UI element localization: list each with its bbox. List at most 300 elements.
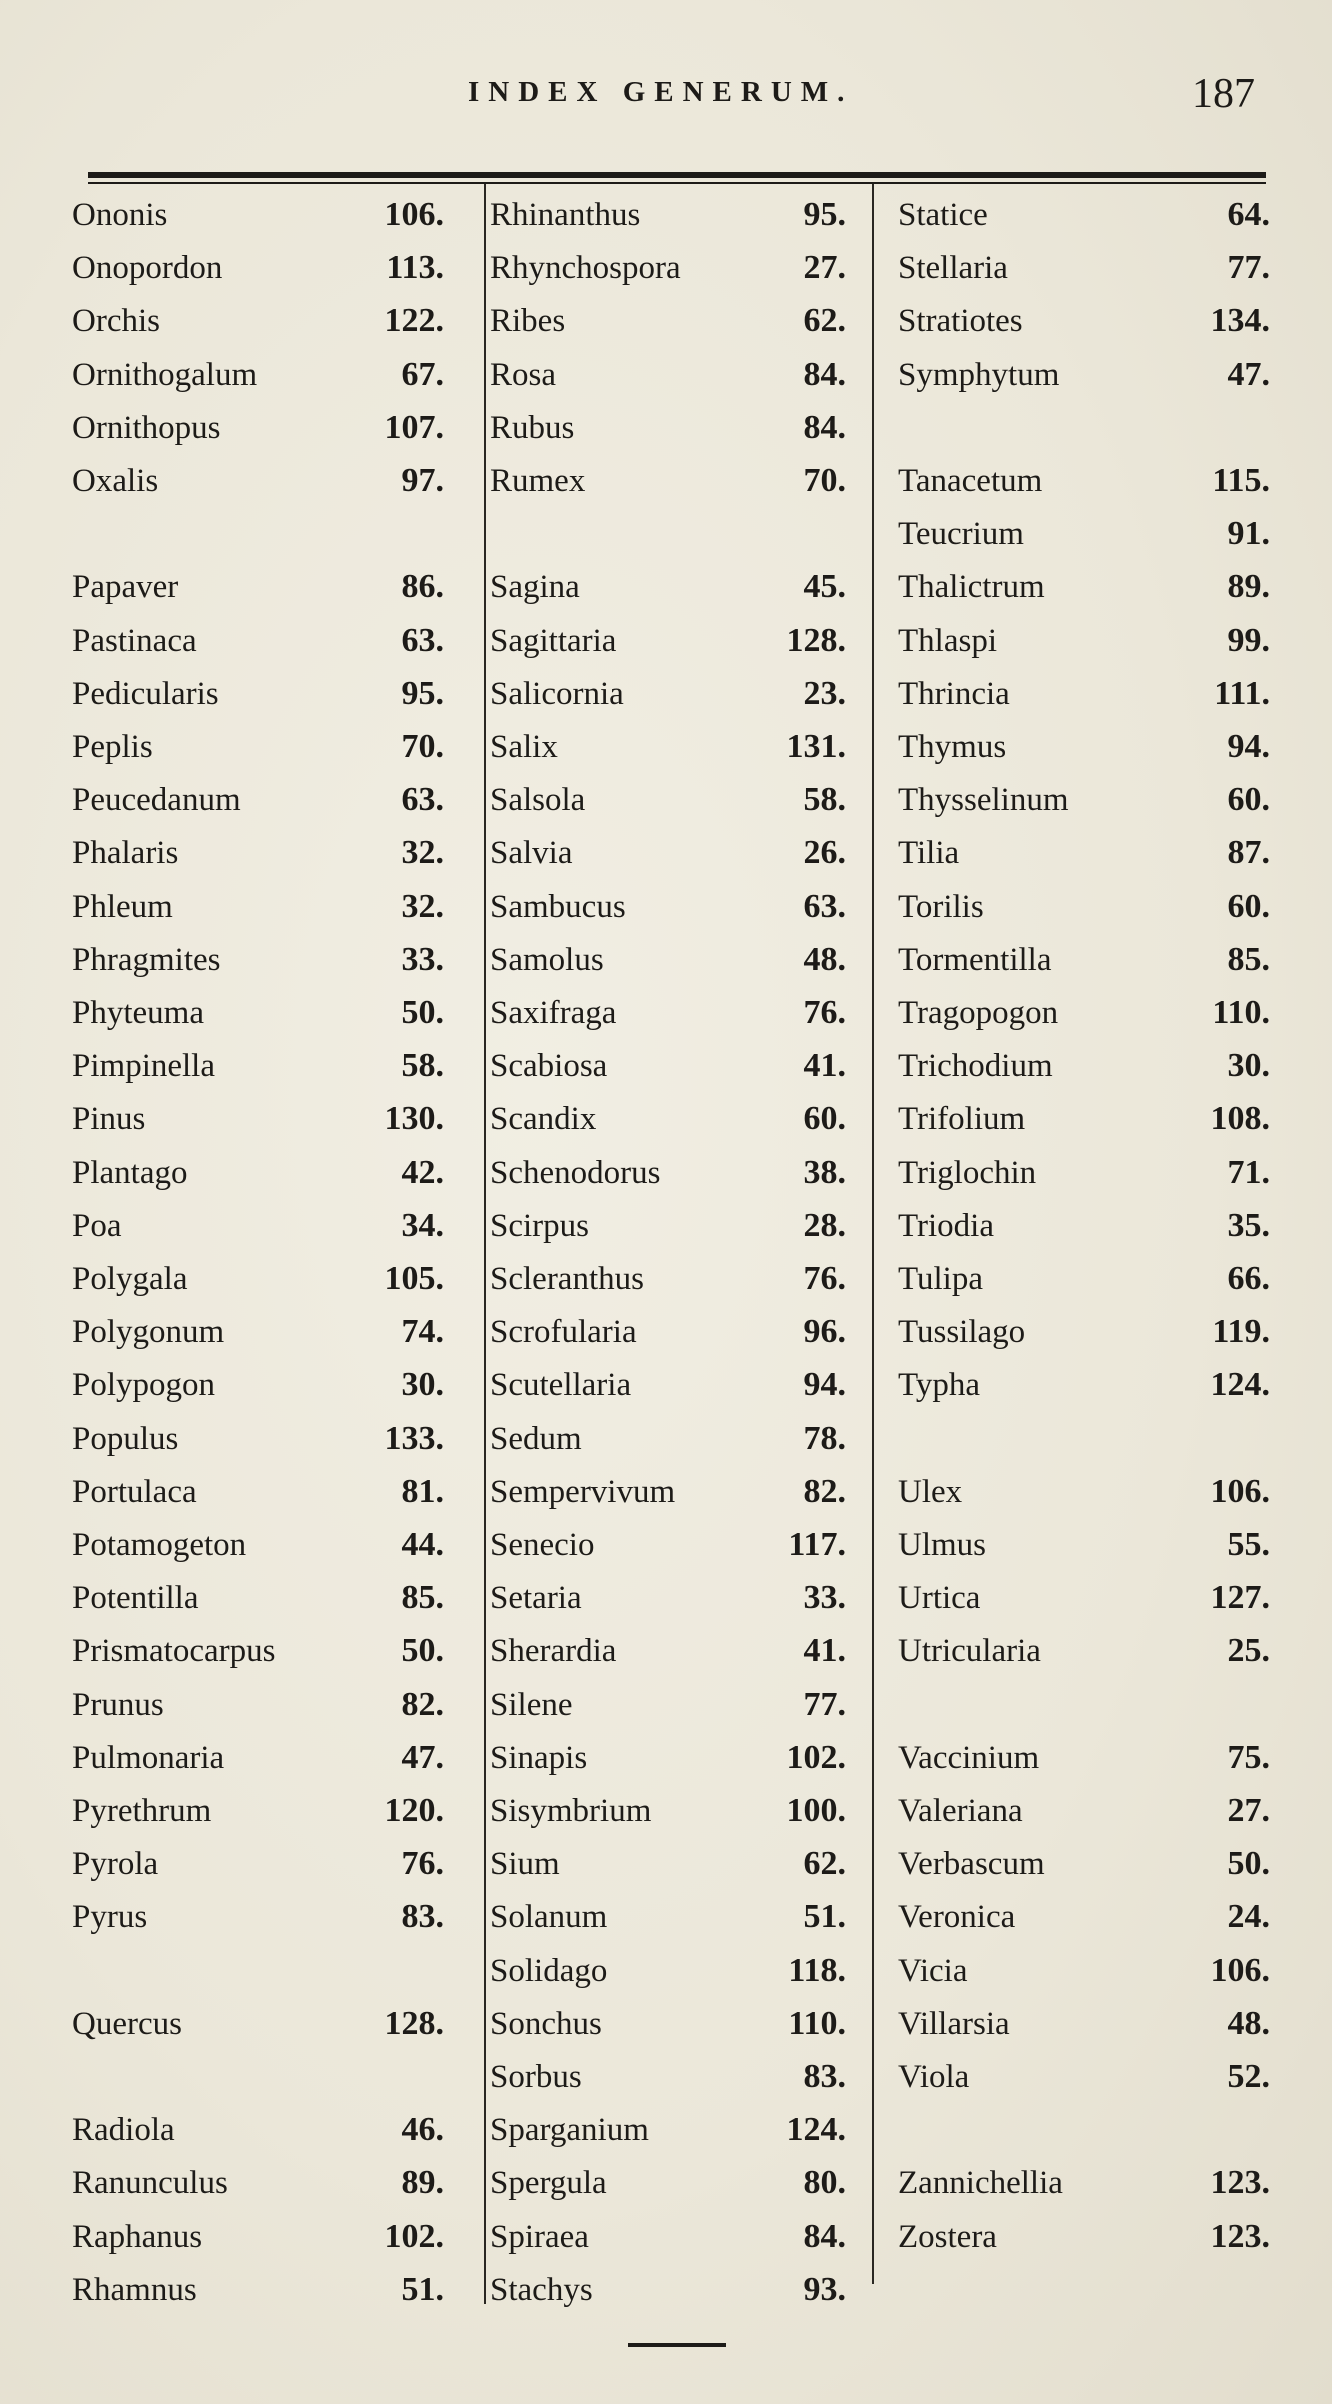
genus-name: Sagina xyxy=(490,569,580,606)
index-entry xyxy=(72,243,444,293)
index-entry xyxy=(898,1094,1270,1144)
genus-name: Phleum xyxy=(72,888,173,925)
page-reference: 124. xyxy=(1210,1366,1270,1404)
genus-name: Torilis xyxy=(898,888,984,925)
genus-name: Viola xyxy=(898,2059,970,2095)
index-entry xyxy=(898,1041,1270,1091)
index-entry xyxy=(898,509,1270,559)
page-reference: 35. xyxy=(1227,1206,1270,1244)
page-reference: 23. xyxy=(803,674,846,712)
index-entry xyxy=(490,1148,846,1198)
genus-name: Ornithopus xyxy=(72,409,221,446)
page-reference: 123. xyxy=(1210,2164,1270,2202)
index-entry xyxy=(72,1094,444,1144)
index-entry xyxy=(490,190,846,240)
page-reference: 80. xyxy=(803,2164,846,2202)
index-entry xyxy=(72,1414,444,1464)
index-entry xyxy=(72,1467,444,1517)
page-reference: 48. xyxy=(803,940,846,978)
index-entry xyxy=(72,775,444,825)
index-entry xyxy=(490,722,846,772)
page-reference: 81. xyxy=(401,1472,444,1510)
page-reference: 82. xyxy=(401,1685,444,1723)
index-entry xyxy=(72,1201,444,1251)
index-entry xyxy=(72,1786,444,1836)
page-reference: 75. xyxy=(1227,1738,1270,1776)
header-rule xyxy=(88,172,1266,178)
page-reference: 108. xyxy=(1210,1100,1270,1138)
index-entry xyxy=(490,616,846,666)
genus-name: Portulaca xyxy=(72,1473,197,1510)
index-entry xyxy=(898,616,1270,666)
genus-name: Sorbus xyxy=(490,2059,582,2095)
page-reference: 71. xyxy=(1227,1153,1270,1191)
genus-name: Ulmus xyxy=(898,1527,987,1563)
genus-name: Salvia xyxy=(490,835,573,872)
genus-name: Pedicularis xyxy=(72,675,219,712)
page-reference: 123. xyxy=(1210,2217,1270,2255)
column-divider xyxy=(484,184,486,2304)
genus-name: Tanacetum xyxy=(898,463,1043,499)
index-entry xyxy=(898,1839,1270,1889)
page-reference: 84. xyxy=(803,408,846,446)
index-entry xyxy=(72,1254,444,1304)
page-reference: 106. xyxy=(1210,1472,1270,1510)
index-entry xyxy=(72,1999,444,2049)
genus-name: Vicia xyxy=(898,1952,968,1989)
page-reference: 128. xyxy=(384,2004,444,2042)
genus-name: Urtica xyxy=(898,1580,981,1617)
genus-name: Spergula xyxy=(490,2165,607,2202)
index-entry xyxy=(898,1786,1270,1836)
page-reference: 124. xyxy=(786,2111,846,2149)
page-reference: 83. xyxy=(803,2058,846,2095)
genus-name: Pyrethrum xyxy=(72,1793,212,1829)
index-entry xyxy=(72,935,444,985)
genus-name: Trifolium xyxy=(898,1101,1026,1138)
page-reference: 120. xyxy=(384,1792,444,1829)
page-reference: 102. xyxy=(384,2217,444,2255)
index-entry xyxy=(898,1946,1270,1996)
genus-name: Pimpinella xyxy=(72,1048,215,1085)
index-entry xyxy=(72,1360,444,1410)
page-reference: 106. xyxy=(1210,1951,1270,1989)
index-entry xyxy=(72,616,444,666)
index-entry xyxy=(898,935,1270,985)
index-entry xyxy=(490,935,846,985)
index-entry xyxy=(490,1573,846,1623)
genus-name: Pinus xyxy=(72,1101,146,1138)
index-entry xyxy=(490,1839,846,1889)
header-rule-thin xyxy=(88,182,1266,184)
genus-name: Thymus xyxy=(898,729,1007,765)
page-reference: 130. xyxy=(384,1100,444,1138)
genus-name: Rumex xyxy=(490,463,586,499)
index-entry xyxy=(72,669,444,719)
genus-name: Ranunculus xyxy=(72,2165,228,2202)
column-divider xyxy=(872,184,874,2284)
genus-name: Stachys xyxy=(490,2271,593,2308)
page-reference: 50. xyxy=(401,1632,444,1670)
index-entry xyxy=(898,882,1270,932)
genus-name: Solanum xyxy=(490,1899,608,1936)
index-entry xyxy=(72,296,444,346)
page-reference: 110. xyxy=(788,2004,846,2042)
page-reference: 28. xyxy=(803,1206,846,1244)
index-entry xyxy=(490,1201,846,1251)
index-entry xyxy=(898,562,1270,612)
genus-name: Peucedanum xyxy=(72,782,241,819)
page-reference: 95. xyxy=(803,196,846,233)
genus-name: Tragopogon xyxy=(898,995,1059,1031)
page-reference: 93. xyxy=(803,2270,846,2308)
index-entry xyxy=(490,562,846,612)
genus-name: Rhynchospora xyxy=(490,250,681,287)
page-number: 187 xyxy=(1192,71,1255,117)
index-entry xyxy=(490,1307,846,1357)
page-reference: 50. xyxy=(401,994,444,1031)
genus-name: Sparganium xyxy=(490,2112,649,2149)
index-entry xyxy=(490,1680,846,1730)
index-entry xyxy=(490,2158,846,2208)
page-reference: 58. xyxy=(803,781,846,819)
page-reference: 25. xyxy=(1227,1632,1270,1670)
index-entry xyxy=(72,1680,444,1730)
page-reference: 26. xyxy=(803,834,846,872)
page-reference: 47. xyxy=(1227,355,1270,393)
index-entry xyxy=(898,669,1270,719)
index-entry xyxy=(72,2105,444,2155)
genus-name: Triglochin xyxy=(898,1154,1037,1191)
page-reference: 32. xyxy=(401,834,444,872)
index-entry xyxy=(898,1254,1270,1304)
page-reference: 51. xyxy=(401,2270,444,2308)
index-entry xyxy=(490,350,846,400)
genus-name: Salsola xyxy=(490,782,586,819)
genus-name: Ribes xyxy=(490,303,566,340)
page-reference: 32. xyxy=(401,887,444,925)
index-entry xyxy=(898,350,1270,400)
index-entry xyxy=(898,2158,1270,2208)
genus-name: Triodia xyxy=(898,1207,994,1244)
index-entry xyxy=(490,2105,846,2155)
index-entry xyxy=(898,1733,1270,1783)
page-reference: 110. xyxy=(1212,994,1270,1031)
page-reference: 94. xyxy=(1227,728,1270,765)
page-reference: 76. xyxy=(401,1845,444,1883)
genus-name: Villarsia xyxy=(898,2005,1010,2042)
page-reference: 41. xyxy=(803,1632,846,1670)
page-reference: 113. xyxy=(386,249,444,287)
page-reference: 85. xyxy=(401,1579,444,1617)
genus-name: Poa xyxy=(72,1207,122,1244)
genus-name: Sedum xyxy=(490,1420,582,1457)
genus-name: Pyrola xyxy=(72,1846,159,1883)
genus-name: Zannichellia xyxy=(898,2165,1063,2202)
page-reference: 46. xyxy=(401,2111,444,2149)
genus-name: Setaria xyxy=(490,1580,582,1617)
genus-name: Orchis xyxy=(72,303,160,340)
genus-name: Phalaris xyxy=(72,835,179,872)
genus-name: Sagittaria xyxy=(490,622,617,659)
running-title: INDEX GENERUM. xyxy=(468,76,854,108)
genus-name: Salix xyxy=(490,729,558,765)
genus-name: Ulex xyxy=(898,1473,963,1510)
genus-name: Thrincia xyxy=(898,675,1010,712)
genus-name: Polypogon xyxy=(72,1367,216,1404)
page-reference: 58. xyxy=(401,1047,444,1085)
genus-name: Raphanus xyxy=(72,2218,203,2255)
index-entry xyxy=(72,1573,444,1623)
genus-name: Verbascum xyxy=(898,1846,1045,1883)
page-reference: 42. xyxy=(401,1153,444,1191)
genus-name: Scleranthus xyxy=(490,1261,644,1297)
page-reference: 33. xyxy=(803,1579,846,1617)
genus-name: Teucrium xyxy=(898,516,1024,553)
index-entry xyxy=(72,403,444,453)
genus-name: Phragmites xyxy=(72,941,221,978)
page-reference: 33. xyxy=(401,940,444,978)
genus-name: Sambucus xyxy=(490,888,626,925)
genus-name: Thalictrum xyxy=(898,569,1045,606)
page-reference: 97. xyxy=(401,462,444,499)
genus-name: Salicornia xyxy=(490,675,624,712)
page-header xyxy=(0,70,1332,130)
genus-name: Sisymbrium xyxy=(490,1793,652,1829)
index-entry xyxy=(898,722,1270,772)
index-entry xyxy=(72,350,444,400)
index-entry xyxy=(72,1892,444,1942)
index-entry xyxy=(490,1999,846,2049)
genus-name: Sium xyxy=(490,1846,560,1883)
index-entry xyxy=(898,1573,1270,1623)
index-entry xyxy=(490,669,846,719)
page-reference: 127. xyxy=(1210,1579,1270,1617)
page-reference: 134. xyxy=(1210,302,1270,340)
index-entry xyxy=(72,562,444,612)
genus-name: Valeriana xyxy=(898,1793,1023,1829)
page-reference: 94. xyxy=(803,1366,846,1404)
index-entry xyxy=(898,2052,1270,2102)
index-entry xyxy=(490,403,846,453)
genus-name: Scrofularia xyxy=(490,1314,637,1351)
genus-name: Radiola xyxy=(72,2112,175,2149)
page-reference: 30. xyxy=(401,1366,444,1404)
page-reference: 85. xyxy=(1227,940,1270,978)
page-reference: 78. xyxy=(803,1419,846,1457)
index-entry xyxy=(898,828,1270,878)
page-reference: 105. xyxy=(384,1260,444,1297)
page-reference: 107. xyxy=(384,408,444,446)
index-entry xyxy=(72,190,444,240)
index-entry xyxy=(72,828,444,878)
index-entry xyxy=(72,1839,444,1889)
genus-name: Thlaspi xyxy=(898,622,997,659)
index-entry xyxy=(898,1201,1270,1251)
index-entry xyxy=(490,1467,846,1517)
index-entry xyxy=(72,1148,444,1198)
genus-name: Papaver xyxy=(72,569,179,606)
index-entry xyxy=(898,2212,1270,2262)
page-reference: 106. xyxy=(384,196,444,233)
genus-name: Typha xyxy=(898,1367,981,1404)
genus-name: Ononis xyxy=(72,197,168,233)
page-reference: 77. xyxy=(803,1685,846,1723)
genus-name: Stellaria xyxy=(898,250,1008,287)
page-reference: 52. xyxy=(1227,2058,1270,2095)
page-reference: 38. xyxy=(803,1153,846,1191)
index-entry xyxy=(72,988,444,1038)
genus-name: Schenodorus xyxy=(490,1154,661,1191)
genus-name: Polygonum xyxy=(72,1314,225,1351)
page-reference: 30. xyxy=(1227,1047,1270,1085)
page-reference: 24. xyxy=(1227,1898,1270,1936)
index-entry xyxy=(490,1094,846,1144)
page-reference: 122. xyxy=(384,302,444,340)
genus-name: Plantago xyxy=(72,1154,188,1191)
index-entry xyxy=(72,722,444,772)
page-reference: 41. xyxy=(803,1047,846,1085)
index-entry xyxy=(490,882,846,932)
page-reference: 82. xyxy=(803,1472,846,1510)
index-entry xyxy=(898,1892,1270,1942)
page-reference: 27. xyxy=(1227,1792,1270,1829)
index-entry xyxy=(490,2212,846,2262)
index-entry xyxy=(72,882,444,932)
index-entry xyxy=(490,1520,846,1570)
index-entry xyxy=(72,1520,444,1570)
page-reference: 70. xyxy=(803,462,846,499)
page-reference: 89. xyxy=(1227,568,1270,606)
index-entry xyxy=(898,1467,1270,1517)
page-reference: 133. xyxy=(384,1419,444,1457)
genus-name: Silene xyxy=(490,1686,573,1723)
index-entry xyxy=(898,296,1270,346)
index-entry xyxy=(490,775,846,825)
genus-name: Sempervivum xyxy=(490,1473,676,1510)
genus-name: Pastinaca xyxy=(72,622,197,659)
genus-name: Saxifraga xyxy=(490,995,617,1031)
genus-name: Rubus xyxy=(490,409,575,446)
genus-name: Vaccinium xyxy=(898,1739,1040,1776)
genus-name: Scirpus xyxy=(490,1207,589,1244)
genus-name: Sonchus xyxy=(490,2005,602,2042)
page-reference: 45. xyxy=(803,568,846,606)
index-entry xyxy=(898,1626,1270,1676)
genus-name: Potentilla xyxy=(72,1580,199,1617)
genus-name: Symphytum xyxy=(898,356,1060,393)
index-entry xyxy=(898,243,1270,293)
genus-name: Spiraea xyxy=(490,2218,589,2255)
index-entry xyxy=(490,2265,846,2315)
page-reference: 60. xyxy=(803,1100,846,1138)
page-reference: 63. xyxy=(401,621,444,659)
page-reference: 83. xyxy=(401,1898,444,1936)
genus-name: Pyrus xyxy=(72,1899,148,1936)
genus-name: Prunus xyxy=(72,1686,164,1723)
genus-name: Ornithogalum xyxy=(72,356,258,393)
genus-name: Populus xyxy=(72,1420,179,1457)
page-reference: 115. xyxy=(1212,462,1270,499)
genus-name: Solidago xyxy=(490,1952,608,1989)
genus-name: Scandix xyxy=(490,1101,597,1138)
footer-rule xyxy=(628,2343,726,2347)
page-reference: 48. xyxy=(1227,2004,1270,2042)
page-reference: 44. xyxy=(401,1526,444,1563)
index-entry xyxy=(490,243,846,293)
genus-name: Scutellaria xyxy=(490,1367,632,1404)
index-entry xyxy=(898,1999,1270,2049)
index-entry xyxy=(72,1307,444,1357)
page-reference: 131. xyxy=(786,728,846,765)
genus-name: Samolus xyxy=(490,941,604,978)
genus-name: Quercus xyxy=(72,2005,182,2042)
index-entry xyxy=(72,456,444,506)
genus-name: Rosa xyxy=(490,356,556,393)
page-reference: 111. xyxy=(1214,674,1270,712)
index-entry xyxy=(490,2052,846,2102)
index-entry xyxy=(898,1307,1270,1357)
index-entry xyxy=(490,1626,846,1676)
page-reference: 102. xyxy=(786,1738,846,1776)
genus-name: Utricularia xyxy=(898,1633,1041,1670)
page-reference: 77. xyxy=(1227,249,1270,287)
page-reference: 70. xyxy=(401,728,444,765)
page-reference: 91. xyxy=(1227,515,1270,553)
genus-name: Zostera xyxy=(898,2218,997,2255)
genus-name: Pulmonaria xyxy=(72,1739,225,1776)
page-reference: 100. xyxy=(786,1792,846,1829)
index-entry xyxy=(490,296,846,346)
genus-name: Senecio xyxy=(490,1527,595,1563)
genus-name: Stratiotes xyxy=(898,303,1023,340)
page-reference: 96. xyxy=(803,1313,846,1351)
genus-name: Tussilago xyxy=(898,1314,1026,1351)
index-entry xyxy=(490,988,846,1038)
page-reference: 76. xyxy=(803,1260,846,1297)
index-entry xyxy=(72,2265,444,2315)
index-entry xyxy=(490,828,846,878)
page-reference: 64. xyxy=(1227,196,1270,233)
page-reference: 67. xyxy=(401,355,444,393)
index-entry xyxy=(898,1148,1270,1198)
page-reference: 34. xyxy=(401,1206,444,1244)
genus-name: Tulipa xyxy=(898,1261,983,1297)
page-reference: 60. xyxy=(1227,781,1270,819)
index-entry xyxy=(898,190,1270,240)
genus-name: Oxalis xyxy=(72,463,159,499)
page-reference: 84. xyxy=(803,355,846,393)
genus-name: Sherardia xyxy=(490,1633,617,1670)
genus-name: Rhamnus xyxy=(72,2271,197,2308)
genus-name: Scabiosa xyxy=(490,1048,608,1085)
page-reference: 62. xyxy=(803,1845,846,1883)
index-entry xyxy=(72,2158,444,2208)
genus-name: Onopordon xyxy=(72,250,223,287)
index-entry xyxy=(490,1946,846,1996)
genus-name: Rhinanthus xyxy=(490,197,641,233)
index-entry xyxy=(490,1786,846,1836)
page-reference: 55. xyxy=(1227,1526,1270,1563)
index-entry xyxy=(490,1892,846,1942)
page-reference: 118. xyxy=(788,1951,846,1989)
index-entry xyxy=(72,1041,444,1091)
page-reference: 89. xyxy=(401,2164,444,2202)
page-reference: 86. xyxy=(401,568,444,606)
page-reference: 128. xyxy=(786,621,846,659)
page-reference: 84. xyxy=(803,2217,846,2255)
page-reference: 87. xyxy=(1227,834,1270,872)
